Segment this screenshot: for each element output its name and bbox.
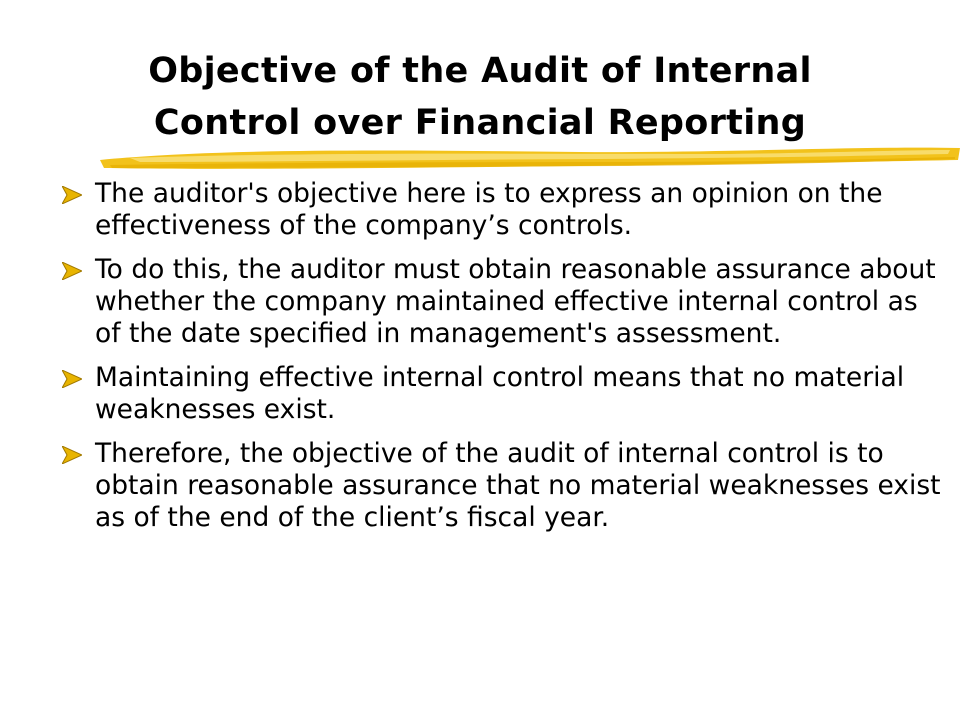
arrowhead-bullet-icon [62,446,82,464]
slide-title [80,45,880,149]
title-line-2: Control over Financial Reporting [153,103,807,144]
arrowhead-bullet-icon [62,262,82,280]
arrowhead-bullet-icon [62,370,82,388]
bullet-item-1 [62,178,942,242]
bullet-text-2: To do this, the auditor must obtain reasonable assurance about whether the company maintained effective internal control as of the date specified in management's assessment. [95,254,936,349]
bullet-text-3: Maintaining effective internal control means that no material weaknesses exist. [95,362,905,425]
arrowhead-bullet-icon [62,186,82,204]
brush-stroke-divider [100,138,960,178]
bullet-text-1: The auditor's objective here is to express an opinion on the effectiveness of the company’s controls. [95,178,883,241]
bullet-list [62,178,942,546]
bullet-item-3 [62,362,942,426]
title-line-1: Objective of the Audit of Internal [148,51,812,92]
bullet-item-4 [62,438,942,534]
bullet-item-2 [62,254,942,350]
bullet-text-4: Therefore, the objective of the audit of internal control is to obtain reasonable assurance that no material weaknesses exist as of the end of the client’s fiscal year. [95,438,941,533]
